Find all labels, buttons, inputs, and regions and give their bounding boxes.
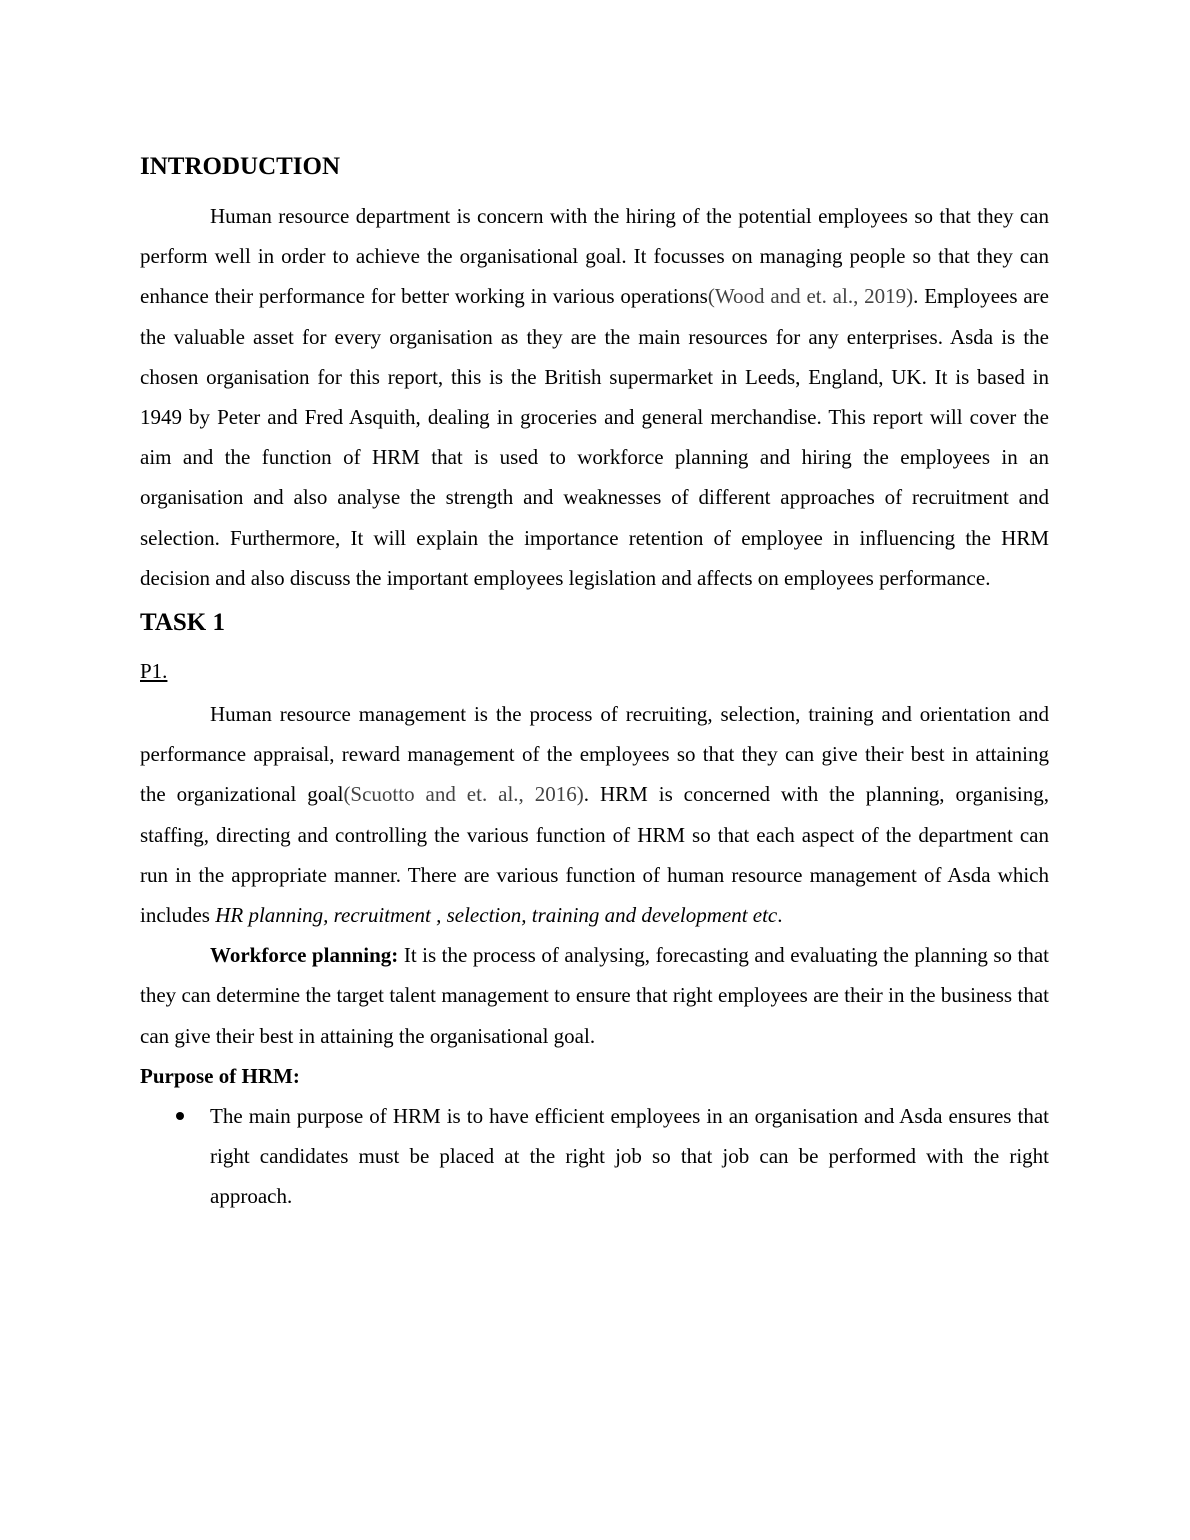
hrm-text-end: . xyxy=(777,903,783,928)
hrm-paragraph xyxy=(140,694,1049,935)
workforce-label: Workforce planning: xyxy=(210,943,399,968)
purpose-heading: Purpose of HRM: xyxy=(140,1063,300,1088)
task1-heading: TASK 1 xyxy=(140,609,225,637)
list-item-text: The main purpose of HRM is to have efficient employees in an organisation and Asda ensures that right candidates must be placed at the right job so that job can be performed with the right approach. xyxy=(210,1104,1049,1209)
hrm-citation: (Scuotto and et. al., 2016) xyxy=(343,782,584,807)
hrm-functions-italic: HR planning, recruitment , selection, training and development etc xyxy=(215,903,778,928)
bullet-icon xyxy=(176,1112,184,1120)
document-page xyxy=(140,150,1049,1217)
workforce-text: It is the process of analysing, forecasting and evaluating the planning so that they can determine the target talent management to ensure that right employees are their in the business that can give their best in attaining the organisational goal. xyxy=(140,943,1049,1048)
introduction-heading: INTRODUCTION xyxy=(140,153,341,180)
hrm-text-a: Human resource management is the process of recruiting, selection, training and orientation and performance appraisal, reward management of the employees so that they can give their best in attaining the organizational goal xyxy=(140,702,1049,807)
intro-text-a: Human resource department is concern with the hiring of the potential employees so that they can perform well in order to achieve the organisational goal. It focusses on managing people so that they can enhance their performance for better working in various operations xyxy=(140,204,1049,309)
intro-text-b: . Employees are the valuable asset for every organisation as they are the main resources for any enterprises. Asda is the chosen organisation for this report, this is the British supermarket in Leeds, England, UK. It is based in 1949 by Peter and Fred Asquith, dealing in groceries and general merchandise. This report will cover the aim and the function of HRM that is used to workforce planning and hiring the employees in an organisation and also analyse the strength and weaknesses of different approaches of recruitment and selection. Furthermore, It will explain the importance retention of employee in influencing the HRM decision and also discuss the important employees legislation and affects on employees performance. xyxy=(140,284,1049,590)
introduction-paragraph xyxy=(140,196,1049,598)
p1-subheading: P1. xyxy=(140,659,168,684)
purpose-list xyxy=(140,1096,1049,1217)
hrm-text-b: . HRM is concerned with the planning, organising, staffing, directing and controlling the various function of HRM so that each aspect of the department can run in the appropriate manner. There are various function of human resource management of Asda which includes xyxy=(140,782,1049,928)
list-item xyxy=(140,1096,1049,1217)
intro-citation: (Wood and et. al., 2019) xyxy=(707,284,914,309)
workforce-paragraph xyxy=(140,935,1049,1056)
